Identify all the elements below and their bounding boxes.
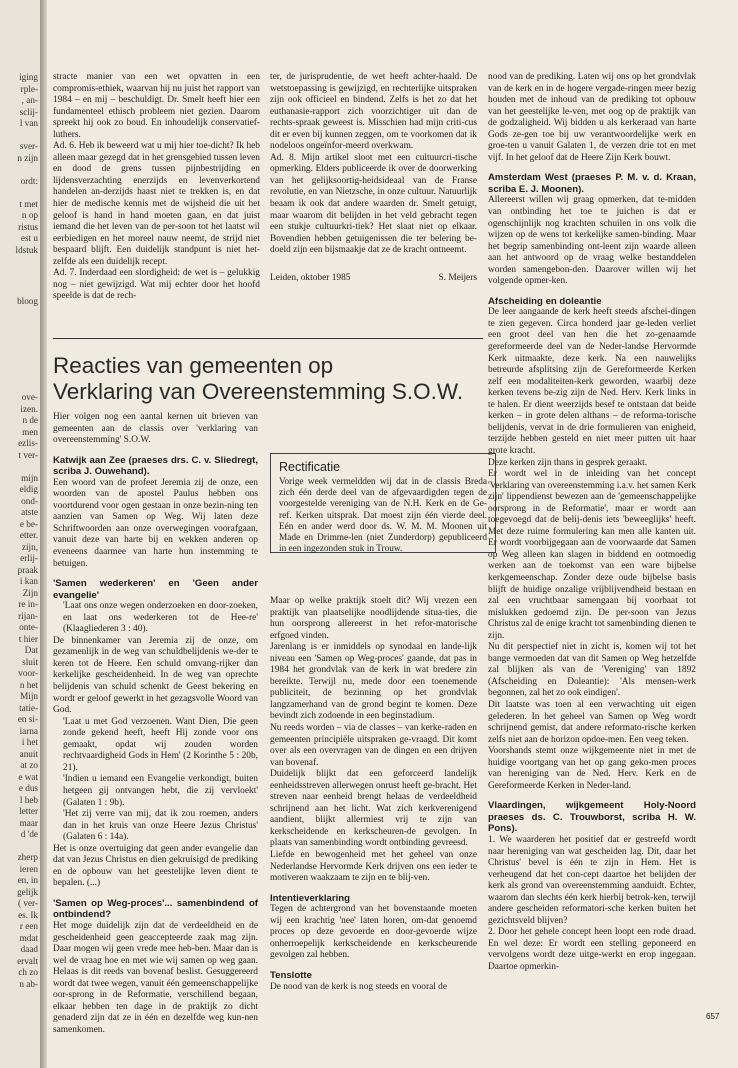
gutter-fragment: letter <box>19 806 38 816</box>
gutter-fragment: anuit <box>19 748 38 759</box>
gutter-fragment: en si- <box>17 714 38 724</box>
paragraph: Ad. 6. Heb ik beweerd wat u mij hier toe-dicht? Ik heb alleen maar gezegd dat in het grensgebied tussen leven en dood de grens tussen pijnbestrijding en lijdensverzachting enerzijds en levenverkortend handelen an-derzijds haast niet te trekken is, en dat hier de medische kennis met de wijsheid die uit het geloof is hand in hand moeten gaan, en dat juist iemand die het leven van de per-soon tot het laatst wil eerbiedigen en het moreel nauw neemt, de strijd niet bespaard blijft. Een duidelijk standpunt is niet het-zelfde als een duidelijk recept. <box>53 141 260 267</box>
article-date: Leiden, oktober 1985 <box>270 272 351 283</box>
paragraph: De binnenkamer van Jeremia zij de onze, om gezamenlijk in de weg van schuldbelijdenis we-der te keren tot de Heere. Een schuld omvang-rijker dan kerkelijke gescheidenheid. In de weg van oprechte belijdenis van schuld schenkt de Geest bekering en wordt er geloof gewerkt in het gezagsvolle Woord van God. <box>53 635 258 716</box>
gutter-fragment: i het <box>21 737 38 747</box>
paragraph: Deze kerken zijn thans in gesprek geraakt. <box>488 457 648 468</box>
rectificatie-box <box>270 453 496 553</box>
article-column-1 <box>53 412 258 1036</box>
gutter-fragment: voor- <box>18 668 38 678</box>
gutter-fragment: onte- <box>19 622 38 632</box>
gutter-fragment: n de <box>22 415 38 425</box>
gutter-fragment: iarna <box>19 725 38 736</box>
gutter-fragment <box>2 187 38 199</box>
gutter-fragment: erlij- <box>20 553 38 563</box>
gutter-fragment: atste <box>21 507 38 517</box>
gutter-fragment: t met <box>19 198 38 209</box>
paragraph: Liefde en bewogenheid met het geheel van onze Nederlandse Hervormde Kerk drijven ons een ieder te motiveren waakzaam te zijn en te blij-ven. <box>270 850 477 884</box>
page-number: 657 <box>706 1012 720 1021</box>
gutter-fragment: tatie- <box>19 702 38 713</box>
paragraph: Allereerst willen wij graag opmerken, dat te-midden van ontbinding het toe te juichen is dat er ogenschijnlijk nog krachten schuilen in ons volk die wijzen op de wens tot kerkelijke samen-binding. Maar het begrip samenbinding ont-leent zijn waarde alleen aan het antwoord op de vraag welke bestanddelen worden samengebon-den. Daarover willen wij het volgende opmer-ken. <box>488 195 696 287</box>
scripture-quote: 'Laat u met God verzoenen. Want Dien, Die geen zonde gekend heeft, heeft Hij zonde voor ons gemaakt, opdat wij zouden worden rechtvaardigheid Gods in Hem' (2 Korinthe 5 : 20b, 21). <box>63 716 258 773</box>
paragraph: Dit laatste was toen al een verwachting uit eigen gelederen. In het geheel van Samen op Weg wordt schrijnend gemist, dat andere reformato-rische kerken zelfs niet aan de horizon opdoe-men. Een veeg teken. <box>488 699 696 745</box>
gutter-fragment: eldig <box>19 484 38 494</box>
gutter-fragment: bloog <box>17 296 38 306</box>
paragraph: Het is onze overtuiging dat geen ander evangelie dan dat van Jezus Christus en dien gekruisigd de prediking en de opbouw van het geestelijke leven dient te bepalen. (...) <box>53 843 258 889</box>
subheading: 'Samen op Weg-proces'... samenbindend of ontbindend? <box>53 897 258 921</box>
paragraph: Ad. 8. Mijn artikel sloot met een cultuurcri-tische opmerking. Elders publiceerde ik over de doorwerking van het gelijksoortig-heidsideaal van de Franse revolutie, en van Nietzsche, in onze cultuur. Natuurlijk beaam ik ook dat andere waarden dr. Smelt getuigt, maar waarom dit belijden in het veld gebracht tegen een stukje cultuurkri-tiek? Het slaat niet op elkaar. Bovendien hebben getuigenissen die ter belering be-doeld zijn een bijsmaakje dat ze de kracht ontneemt. <box>270 152 477 256</box>
gutter-fragment: ordt: <box>20 175 38 186</box>
paragraph: ter, de jurisprudentie, de wet heeft achter-haald. De wetstoepassing is gewijzigd, en rechterlijke uitspraken zijn ook officieel en bindend. Zelfs is het zo dat het euthanasie-rapport zich voorzichtiger uit dan de rechts-spraak geweest is. Misschien had mijn criti-cus dit er even bij kunnen zeggen, om te voorkomen dat ik nodeloos ongeïnfor-meerd overkwam. <box>270 72 477 152</box>
gutter-fragment: izen. <box>20 403 38 414</box>
scripture-quote: 'Het zij verre van mij, dat ik zou roemen, anders dan in het kruis van onze Heere Jezus Christus' (Galaten 6 : 14a). <box>63 809 258 843</box>
gutter-fragment: men <box>22 426 38 437</box>
paragraph: De nood van de kerk is nog steeds en vooral de <box>270 981 448 992</box>
gutter-fragment: ieren <box>19 863 38 874</box>
subheading: Vlaardingen, wijkgemeent Holy-Noord praeses ds. C. Trouwborst, scriba H. W. Pons). <box>488 800 696 835</box>
gutter-fragment: gelijk <box>17 886 38 897</box>
gutter-fragment: n het <box>19 679 38 690</box>
gutter-fragment: t hier <box>18 633 38 644</box>
gutter-fragment: rijan- <box>18 610 38 621</box>
gutter-fragment: est u <box>20 233 38 243</box>
gutter-fragments-mid <box>2 296 38 308</box>
article-signoff <box>270 273 477 285</box>
gutter-fragment: Zijn <box>22 587 38 598</box>
paragraph: Duidelijk blijkt dat een geforceerd landelijk eenheidsstreven allerwegen onrust heeft ge-bracht. Het streven naar eenheid brengt helaas de verdeeldheid schrijnend aan het licht. Wat zich kerkverenigend aandient, blijkt allermiest vrij te zijn van kerkscheidende en kerkscheuren-de gevolgen. In plaats van samenbinding wordt ontbinding gevreesd. <box>270 769 477 849</box>
gutter-fragment: l heb <box>19 794 38 805</box>
gutter-fragment: en, in <box>17 875 38 885</box>
gutter-fragment: daad <box>20 944 38 954</box>
subheading: 'Samen wederkeren' en 'Geen ander evangelie' <box>53 578 258 601</box>
gutter-fragment: e wat <box>18 771 38 782</box>
gutter-fragment <box>2 461 38 473</box>
gutter-fragment: zijn, <box>21 541 38 552</box>
gutter-fragment: sclij- <box>19 106 38 117</box>
gutter-fragment: d 'de <box>20 829 38 839</box>
gutter-fragment: n zijn <box>17 152 38 163</box>
gutter-fragment: sver- <box>19 141 38 151</box>
gutter-fragment: es. Ik <box>18 909 38 920</box>
article-title: Reacties van gemeenten op Verklaring van Overeenstemming S.O.W. <box>53 353 464 404</box>
gutter-fragment: e be- <box>19 518 38 529</box>
gutter-fragment: n ab- <box>19 978 38 989</box>
gutter-fragment: Dat <box>24 645 38 655</box>
previous-page-edge <box>0 0 40 1068</box>
paragraph: Ad. 7. Inderdaad een slordigheid: de wet is – gelukkig nog – niet gewijzigd. Wat mij echter door het hoofd speelde is dat de rech- <box>53 268 260 302</box>
gutter-fragment: t ver- <box>18 449 38 460</box>
gutter-fragment: at zo <box>20 760 38 770</box>
gutter-fragment: etter. <box>19 530 38 540</box>
gutter-fragment: ldstuk <box>15 244 38 255</box>
binding-shadow <box>40 0 47 1068</box>
gutter-fragment <box>2 164 38 176</box>
gutter-fragment: ove- <box>21 392 38 402</box>
gutter-fragment: sluit <box>22 656 38 667</box>
gutter-fragment: iging <box>19 72 38 82</box>
gutter-fragment: ch zo <box>18 967 38 977</box>
subheading: Intentieverklaring <box>270 892 350 904</box>
paragraph: Er wordt wel in de inleiding van het concept 'Verklaring van overeenstemming i.a.v. het samen Kerk zijn' lippendienst bewezen aan de 'gemeenschappelijke oorsprong in de Reformatie', maar er wordt aan toegevoegd dat de belij-denis iets 'beweeglijks' heeft. Met deze ruime formulering kan men alle kanten uit. Er wordt voorbijgegaan aan de voorwaarde dat Samen op Weg alleen kan slagen in biddend en ootmoedig werken aan de toekomst van een ware bijbelse kerkgemeenschap. Zonder deze oude bijbelse basis blijft de huidige onzalige vrijblijvendheid bestaan en zal een vruchtbaar samengaan bij voorbaat tot mislukken gedoemd zijn. De per-soon van Jezus Christus zal de enige kracht tot samenbinding dienen te zijn. <box>488 469 696 641</box>
gutter-fragment: e dus <box>18 783 38 793</box>
gutter-fragment: ervalt <box>17 955 38 966</box>
gutter-fragment: re in- <box>18 599 38 609</box>
paragraph: Hier volgen nog een aantal kernen uit brieven van gemeenten aan de classis over 'verklaring van overeenstemming' S.O.W. <box>53 412 258 446</box>
gutter-fragment: Mijn <box>20 691 38 701</box>
gutter-fragment: l van <box>19 118 38 128</box>
gutter-fragment: ezlis- <box>18 438 38 448</box>
gutter-fragment: r een <box>19 921 38 931</box>
gutter-fragments-top <box>2 72 38 256</box>
gutter-fragment: mijn <box>21 472 38 483</box>
gutter-fragment: ristus <box>18 221 38 232</box>
paragraph: Een woord van de profeet Jeremia zij de onze, een woorden van de apostel Paulus hebben ons voortdurend voor ogen gestaan in onze bezin-ning ten aanzien van Samen op Weg. Wij laten deze Schriftwoorden aan onze overwegingen voorafgaan, vanuit deze van harte bij en wekken anderen op eveneens daarmee van harte hun instemming te betuigen. <box>53 477 258 569</box>
gutter-fragment: i kan <box>19 576 38 586</box>
paragraph: 2. Door het gehele concept heen loopt een rode draad. En wel deze: Er wordt een stelling geponeerd en vervolgens wordt deze uitge-werkt en erop ingegaan. Daartoe opmerkin- <box>488 927 696 973</box>
paragraph: nood van de prediking. Laten wij ons op het grondvlak van de kerk en in de hogere vergade-ringen meer bezig houden met de inhoud van de prediking tot opbouw van het geestelijke le-ven, met oog op de praktijk van de godzaligheid. Wij bidden u als kerkeraad van harte Gods ze-gen toe bij uw verantwoordelijke werk en groe-ten u vanuit Galaten 1, de verzen drie tot en met vijf. In het geloof dat de Heere Zijn Kerk bouwt. <box>488 72 696 163</box>
article-continuation-col2 <box>270 72 477 284</box>
gutter-fragment <box>2 841 38 853</box>
paragraph: Nu dit perspectief niet in zicht is, komen wij tot het bange vermoeden dat van dit Samen op Weg hetzelfde zal blijken als van de 'Vereniging' van 1892 (Afscheiding en Doleantie): 'Als mensen-werk begonnen, zal het zo ook eindigen'. <box>488 642 696 699</box>
scripture-quote: 'Laat ons onze wegen onderzoeken en door-zoeken, en laat ons wederkeren tot de Hee-re' (Klaagliederen 3 : 40). <box>63 601 258 635</box>
paragraph: Tegen de achtergrond van het bovenstaande moeten wij een krachtig 'nee' laten horen, om-dat genoemd proces op deze gevoerde en door-gevoerde wijze onherroepelijk kerkscheidende en kerkscheurende gevolgen zal hebben. <box>270 904 477 961</box>
paragraph: Het moge duidelijk zijn dat de verdeeldheid en de gescheidenheid geen geaccepteerde zaak mag zijn. Daar mogen wij geen vrede mee heb-ben. Maar dan is wel de vraag hoe en met wie wij samen op weg gaan. Helaas is dit reeds van bovenaf beslist. Gesuggereerd wordt dat twee wegen, vanuit één gemeenschappelijke oor-sprong in de Reformatie, verschillend begaan, elkaar hebben ten dage in de praktijk zo dicht genaderd zijn dat ze in één en dezelfde weg kun-nen samenkomen. <box>53 920 258 1035</box>
rectificatie-text: Vorige week vermeldden wij dat in de classis Breda zich één derde deel van de afgevaardigden tegen de voorgestelde vereniging van de N.H. Kerk en de Ge-ref. Kerken uitsprak. Dat moest zijn één vierde deel. Eén en ander werd door ds. W. M. M. Moonen uit Made en Drimme-len (niet Zunderdorp) gepubliceerd in een ingezonden stuk in Trouw. <box>279 477 487 555</box>
subheading: Amsterdam West (praeses P. M. v. d. Kraan, scriba E. J. Moonen). <box>488 172 696 195</box>
article-column-2 <box>270 596 477 993</box>
gutter-fragment: , an- <box>21 95 38 105</box>
article-author: S. Meijers <box>438 272 477 283</box>
paragraph: De leer aangaande de kerk heeft steeds afschei-dingen te zien gegeven. Circa honderd jaar ge-leden verliet een groot deel van hen die het zo-genaamde gereformeerde deel van de Neder-landse Hervormde Kerk uitmaakte, deze kerk. Na een nauwelijks betreurde afsplitsing zijn de Gereformeerde Kerken zelf een modaliteiten-kerk geworden, waarbij deze kerken tevens be-zig zijn de Ned. Herv. Kerk links in te halen. Er dient weerzijds besef te ontstaan dat beide kerken – in grote delen althans – de reforma-torische belijdenis, vervat in de drie formulieren van enigheid, terzijde hebben gesteld en niet meer putten uit haar grote kracht. <box>488 307 696 456</box>
article-continuation-col1 <box>53 72 260 303</box>
subheading: Katwijk aan Zee (praeses drs. C. v. Sliedregt, scriba J. Ouwehand). <box>53 454 258 478</box>
gutter-fragment: ( ver- <box>18 898 38 908</box>
paragraph: 1. We waarderen het positief dat er gestreefd wordt naar hereniging van wat gescheiden lag. Dit, daar het Christus' bevel is één te zijn in Hem. Het is verheugend dat het con-cept daartoe het belijden der kerk als grond van overeenstemming aanduidt. Echter, waarom dan slechts één kerk hierbij betrok-ken, terwijl andere gescheiden reformatori-sche kerken buiten het gezichtsveld blijven? <box>488 835 696 926</box>
article-column-3 <box>488 72 696 974</box>
section-divider <box>53 338 483 339</box>
subheading: Afscheiding en doleantie <box>488 295 602 307</box>
gutter-fragment: n op <box>21 210 38 220</box>
subheading: Tenslotte <box>270 969 312 981</box>
gutter-fragment: zherp <box>17 852 38 862</box>
paragraph: Nu reeds worden – via de classes – van kerke-raden en gemeenten principiële uitspraken ge-vraagd. Dit komt over als een overvragen van de dingen en een drijven van bovenaf. <box>270 723 477 768</box>
gutter-fragment: praak <box>17 564 38 575</box>
gutter-fragment: maar <box>19 817 38 828</box>
gutter-fragment: ond- <box>21 495 38 506</box>
gutter-fragment: rple- <box>20 83 38 94</box>
scripture-quote: 'Indien u iemand een Evangelie verkondigt, buiten hetgeen gij ontvangen hebt, die zij vervloekt' (Galaten 1 : 9b). <box>63 774 258 808</box>
gutter-fragments-bottom <box>2 392 38 990</box>
gutter-fragment: mdat <box>19 932 38 943</box>
paragraph: Maar op welke praktijk stoelt dit? Wij vrezen een praktijk van plaatselijke noodlijdende situa-ties, die hun oorsprong allereerst in het refor-matorische erfgoed vinden. <box>270 596 477 641</box>
rectificatie-title: Rectificatie <box>279 460 341 474</box>
paragraph: stracte manier van een wet opvatten in een compromis-ethiek, waarvan hij nu juist het rapport van 1984 – en mij – beschuldigt. Dr. Smelt heeft hier een fundamenteel ethisch probleem niet gezien. Daarom spreekt hij ook zo boud. En inhoudelijk conservatief-luthers. <box>53 72 260 140</box>
gutter-fragment <box>2 130 38 142</box>
paragraph: Jarenlang is er inmiddels op synodaal en lande-lijk niveau een 'Samen op Weg-proces' gaande, dat pas in 1984 het grondvlak van de kerk in wat bredere zin bereikte. Terwijl nu, mede door een toenemende publiciteit, de bezinning op het grondvlak langzamerhand van de grond begint te komen. Deze bevindt zich zodoende in een beginstadium. <box>270 642 477 722</box>
paragraph: Voorshands stemt onze wijkgemeente niet in met de huidige voortgang van het op gang geko-men proces van hereniging van de Ned. Herv. Kerk en de Gereformeerde Kerken in Neder-land. <box>488 746 696 791</box>
